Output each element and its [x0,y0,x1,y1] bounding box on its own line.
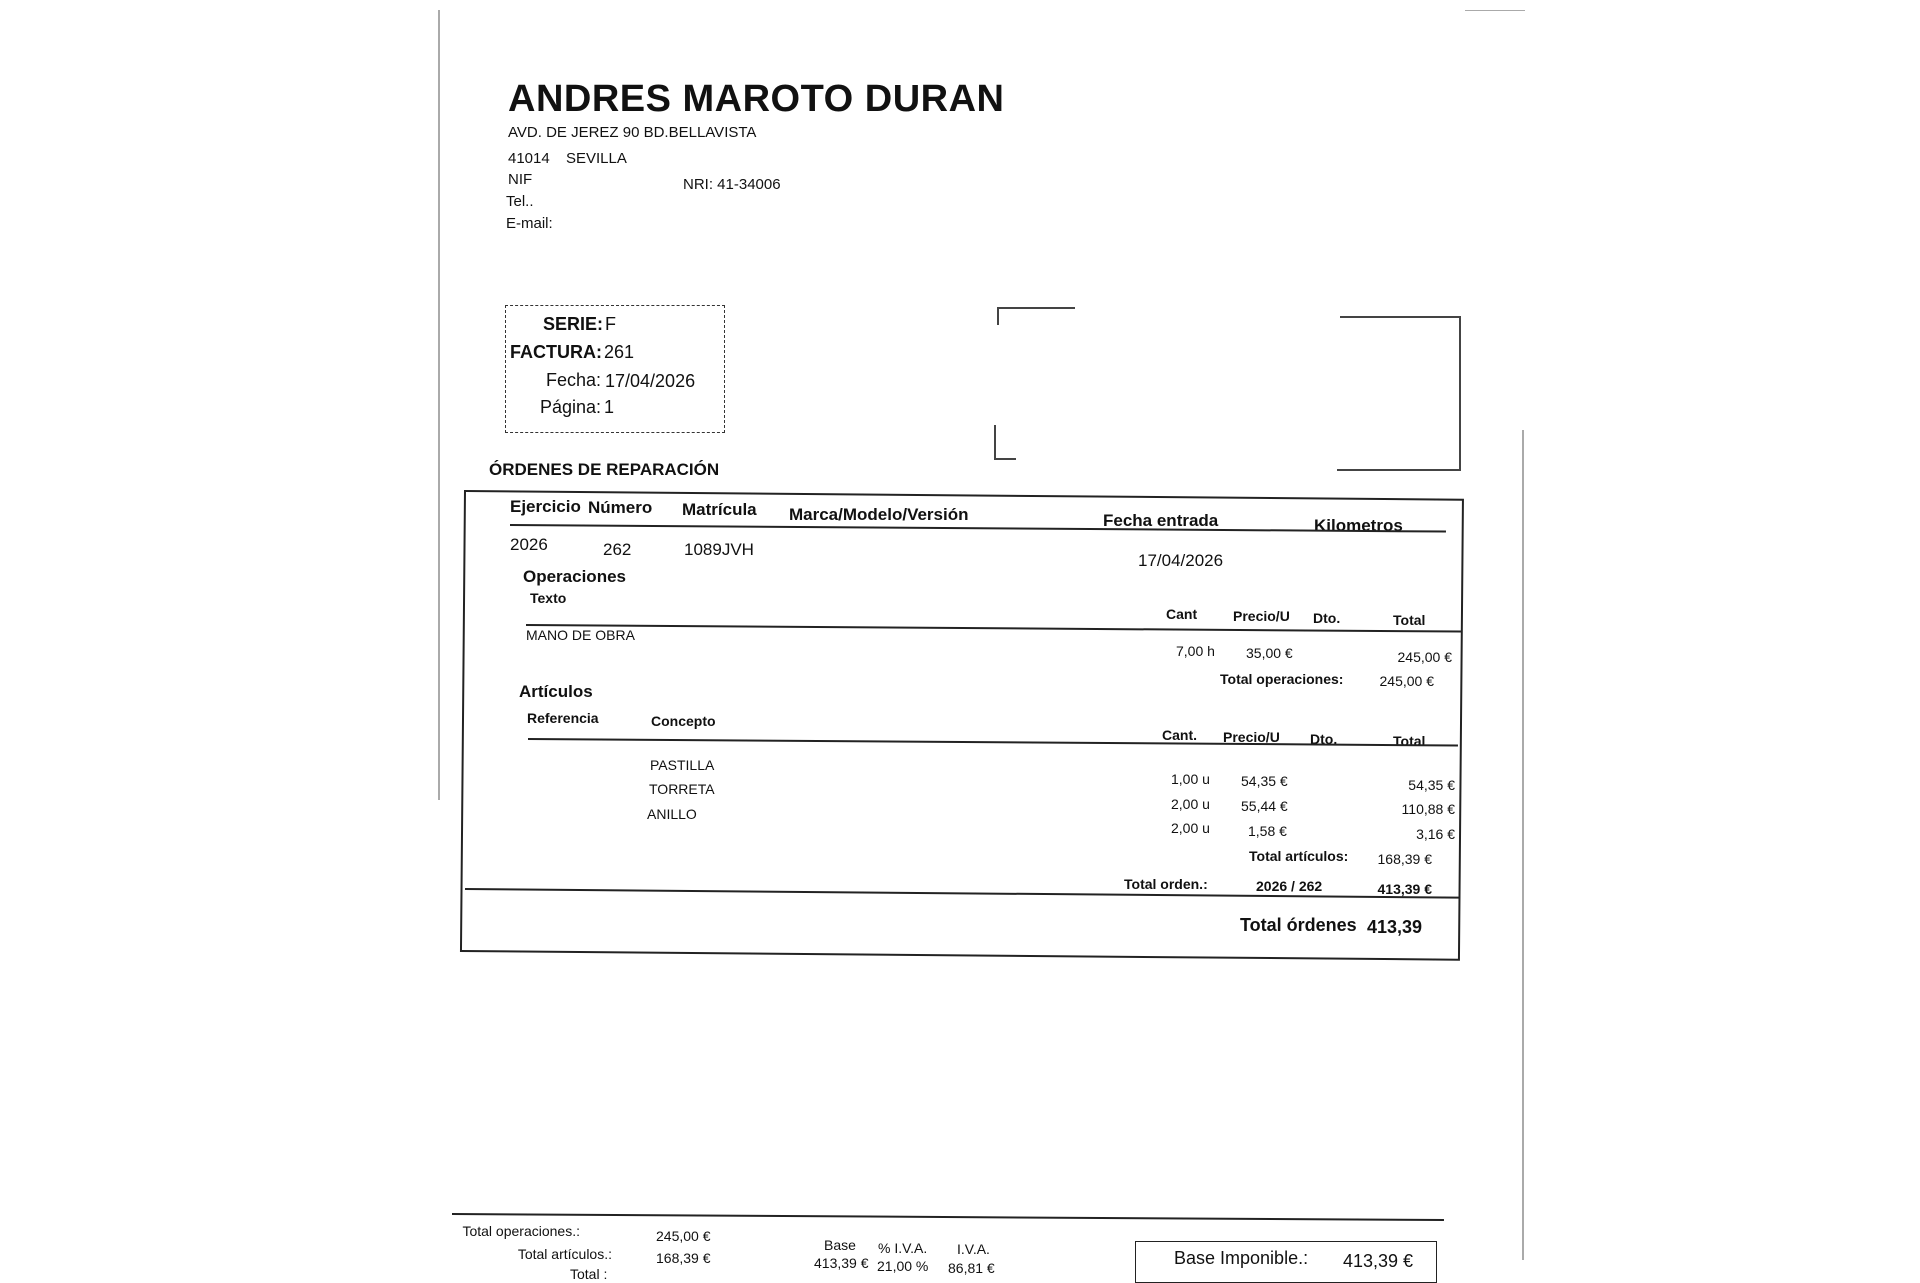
footer-total-label: Total : [570,1266,608,1282]
footer-iva-value: 86,81 € [948,1260,995,1276]
address-window-bottom-left [994,458,1016,460]
header-ejercicio: Ejercicio [510,497,581,516]
articulo-precio: 54,35 € [1241,773,1288,789]
footer-total-operaciones-value: 245,00 € [656,1228,711,1244]
articulo-cant: 2,00 u [1171,796,1210,812]
header-numero: Número [588,498,653,517]
order-ejercicio: 2026 [510,535,548,554]
nri-number: NRI: 41-34006 [683,176,781,193]
page-right-edge [1522,430,1524,1260]
total-orden-label: Total orden.: [1124,876,1208,892]
articulo-concepto: PASTILLA [650,757,715,773]
total-articulos-value: 168,39 € [1377,851,1432,867]
operacion-precio: 35,00 € [1246,645,1293,661]
footer-divider [452,1213,1444,1221]
articulo-cant: 1,00 u [1171,771,1210,787]
company-postal-code: 41014 [508,150,550,167]
operacion-total: 245,00 € [1397,649,1452,665]
factura-label: FACTURA: [510,342,602,362]
serie-value: F [605,314,616,334]
base-imponible-value: 413,39 € [1343,1251,1414,1271]
operacion-texto: MANO DE OBRA [526,627,635,643]
footer-total-articulos-value: 168,39 € [656,1250,711,1266]
total-operaciones-value: 245,00 € [1379,673,1434,689]
header-matricula: Matrícula [682,500,757,519]
total-articulos-label: Total artículos: [1249,848,1349,864]
articulos-header-concepto: Concepto [651,713,716,729]
operaciones-header-precio: Precio/U [1233,608,1290,624]
total-orden-ref: 2026 / 262 [1256,878,1323,894]
tel-label: Tel.. [506,193,534,210]
serie-label: SERIE: [543,314,604,334]
total-ordenes-label: Total órdenes [1240,915,1357,935]
articulos-header-precio: Precio/U [1223,729,1280,745]
footer-base-header: Base [824,1237,856,1253]
address-window-left-lower [994,425,996,458]
company-address: AVD. DE JEREZ 90 BD.BELLAVISTA [508,124,757,141]
address-window-bottom-right [1337,469,1460,471]
nif-label: NIF [508,171,533,188]
articulos-title: Artículos [519,682,593,701]
orders-section-title: ÓRDENES DE REPARACIÓN [489,460,720,479]
articulo-cant: 2,00 u [1171,820,1210,836]
articulos-header-total: Total [1393,733,1426,749]
invoice-date: 17/04/2026 [605,371,696,391]
base-imponible-label: Base Imponible.: [1174,1248,1309,1268]
order-matricula: 1089JVH [684,540,754,559]
page-top-edge [1465,10,1525,11]
factura-number: 261 [604,342,635,362]
articulo-total: 3,16 € [1416,826,1455,842]
articulo-concepto: TORRETA [649,781,715,797]
page-left-edge [438,10,440,800]
company-city: SEVILLA [566,150,627,167]
operaciones-header-cant: Cant [1166,606,1198,622]
footer-base-value: 413,39 € [814,1255,869,1271]
header-kilometros: Kilometros [1314,516,1403,535]
articulo-precio: 1,58 € [1248,823,1287,839]
address-window-left [997,307,999,325]
articulos-header-cant: Cant. [1162,727,1197,743]
total-ordenes-value: 413,39 [1367,917,1423,937]
header-fecha-entrada: Fecha entrada [1103,511,1219,530]
articulo-total: 110,88 € [1401,801,1455,817]
operacion-cant: 7,00 h [1176,643,1215,659]
order-numero: 262 [603,540,632,559]
footer-iva-header: I.V.A. [957,1241,990,1257]
articulo-concepto: ANILLO [647,806,697,822]
company-name: ANDRES MAROTO DURAN [508,78,1005,120]
total-operaciones-label: Total operaciones: [1220,671,1344,687]
fecha-label: Fecha: [546,370,602,390]
operaciones-header-texto: Texto [530,590,567,606]
footer-iva-pct-value: 21,00 % [877,1258,929,1274]
footer-iva-pct-header: % I.V.A. [878,1240,928,1256]
articulo-precio: 55,44 € [1241,798,1288,814]
address-window-right [1459,316,1461,471]
address-window-top-left [997,307,1075,309]
operaciones-title: Operaciones [523,567,626,586]
articulos-header-referencia: Referencia [527,710,599,726]
address-window-top-right [1340,316,1460,318]
articulos-header-dto: Dto. [1310,731,1338,747]
header-marca-modelo: Marca/Modelo/Versión [789,505,969,524]
operaciones-header-total: Total [1393,612,1426,628]
total-orden-value: 413,39 € [1377,881,1432,897]
pagina-label: Página: [540,397,602,417]
articulo-total: 54,35 € [1408,777,1455,793]
footer-total-operaciones-label: Total operaciones.: [462,1223,580,1239]
footer-total-articulos-label: Total artículos.: [517,1246,612,1262]
order-fecha-entrada: 17/04/2026 [1138,551,1224,570]
operaciones-header-dto: Dto. [1313,610,1341,626]
email-label: E-mail: [506,215,553,232]
page-number: 1 [604,397,615,417]
